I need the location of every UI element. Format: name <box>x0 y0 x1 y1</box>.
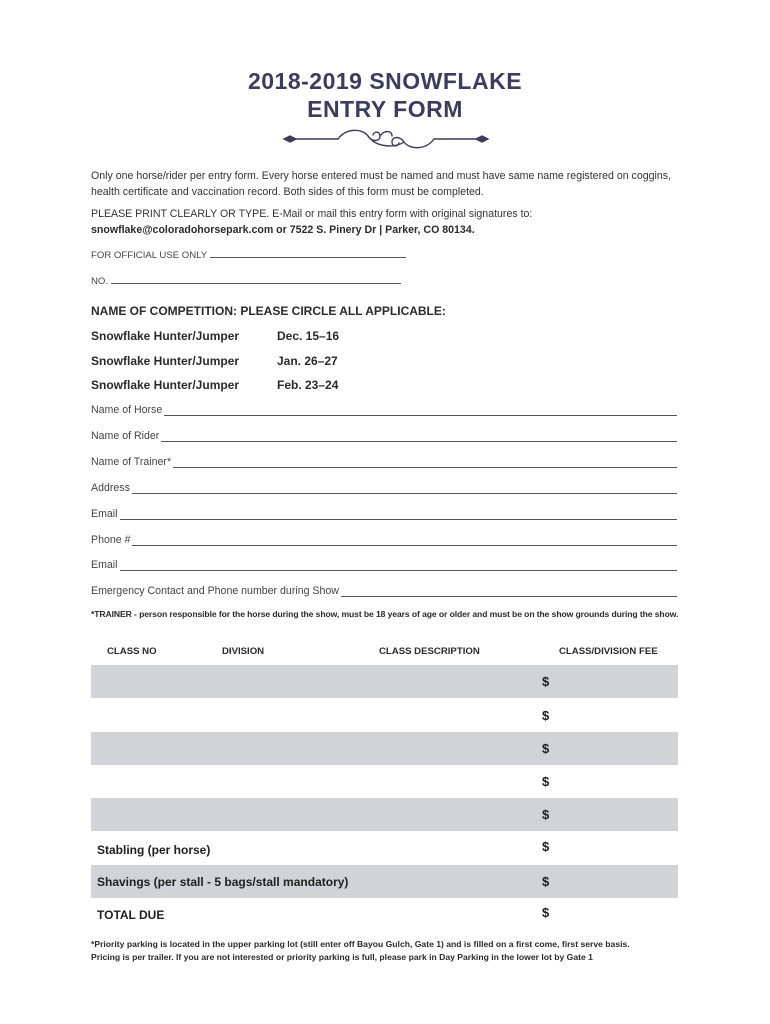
field-line[interactable] <box>341 586 677 597</box>
official-use-label: FOR OFFICIAL USE ONLY <box>91 250 208 261</box>
emergency-contact-field[interactable] <box>91 585 677 597</box>
email-field[interactable] <box>91 508 677 520</box>
row-label: TOTAL DUE <box>97 908 165 922</box>
intro-line-2: health certificate and vaccination record. Both sides of this form must be completed. <box>91 186 484 198</box>
horse-name-field[interactable] <box>91 404 677 416</box>
fee-currency: $ <box>542 807 550 822</box>
competition-date: Dec. 15–16 <box>277 329 340 343</box>
parking-note <box>91 938 630 964</box>
competition-date: Feb. 23–24 <box>277 378 339 392</box>
fee-currency: $ <box>542 708 550 723</box>
competition-date: Jan. 26–27 <box>277 354 338 368</box>
field-label: Emergency Contact and Phone number during Show <box>91 585 339 597</box>
decorative-flourish-icon <box>280 124 492 154</box>
field-line[interactable] <box>120 560 678 571</box>
row-label: Shavings (per stall - 5 bags/stall mandatory) <box>97 875 349 889</box>
print-instructions: PLEASE PRINT CLEARLY OR TYPE. E-Mail or mail this entry form with original signatures to: <box>91 208 533 220</box>
class-entry-row[interactable] <box>91 665 678 698</box>
shavings-row[interactable] <box>91 865 678 898</box>
field-line[interactable] <box>164 405 677 416</box>
official-use-field <box>91 249 406 261</box>
competition-option[interactable] <box>91 378 339 392</box>
competition-option[interactable] <box>91 354 338 368</box>
phone-field[interactable] <box>91 534 677 546</box>
official-no-label: NO. <box>91 276 109 287</box>
competition-heading: NAME OF COMPETITION: PLEASE CIRCLE ALL APPLICABLE: <box>91 304 446 318</box>
parking-note-line-2: Pricing is per trailer. If you are not interested or priority parking is full, please park in Day Parking in the lower lot by Gate 1 <box>91 952 593 962</box>
fee-currency: $ <box>542 774 550 789</box>
field-line[interactable] <box>132 483 677 494</box>
competition-name: Snowflake Hunter/Jumper <box>91 354 240 368</box>
class-entry-row[interactable] <box>91 765 678 798</box>
header-division: DIVISION <box>222 646 265 657</box>
field-label: Name of Trainer* <box>91 456 172 468</box>
competition-option[interactable] <box>91 329 340 343</box>
class-entry-row[interactable] <box>91 798 678 831</box>
total-due-row[interactable] <box>91 898 678 931</box>
form-title-line1: 2018-2019 SNOWFLAKE <box>247 68 523 94</box>
fee-currency: $ <box>542 839 550 854</box>
field-label: Email <box>91 508 118 520</box>
field-line[interactable] <box>132 535 677 546</box>
contact-info: snowflake@coloradohorsepark.com or 7522 S. Pinery Dr | Parker, CO 80134. <box>91 224 475 236</box>
form-title-line2: ENTRY FORM <box>307 96 463 122</box>
row-label: Stabling (per horse) <box>97 843 211 857</box>
field-line[interactable] <box>173 457 677 468</box>
field-label: Name of Rider <box>91 430 160 442</box>
fee-currency: $ <box>542 905 550 920</box>
address-field[interactable] <box>91 482 677 494</box>
official-no-line <box>111 275 401 284</box>
email-field-2[interactable] <box>91 559 677 571</box>
trainer-name-field[interactable] <box>91 456 677 468</box>
header-class-no: CLASS NO <box>107 646 157 657</box>
official-use-line <box>210 249 406 258</box>
field-label: Email <box>91 559 118 571</box>
competition-name: Snowflake Hunter/Jumper <box>91 329 240 343</box>
field-line[interactable] <box>120 509 678 520</box>
fee-currency: $ <box>542 674 550 689</box>
class-entry-row[interactable] <box>91 732 678 765</box>
fee-currency: $ <box>542 874 550 889</box>
intro-line-1: Only one horse/rider per entry form. Every horse entered must be named and must have same name registered on coggins, <box>91 170 672 182</box>
intro-paragraph <box>91 168 691 200</box>
header-fee: CLASS/DIVISION FEE <box>559 646 658 657</box>
field-label: Name of Horse <box>91 404 163 416</box>
trainer-footnote: *TRAINER - person responsible for the horse during the show, must be 18 years of age or older and must be on the show grounds during the show. <box>91 609 679 619</box>
fee-currency: $ <box>542 741 550 756</box>
official-no-field <box>91 275 401 287</box>
field-label: Address <box>91 482 130 494</box>
stabling-row[interactable] <box>91 831 678 864</box>
class-entry-row[interactable] <box>91 699 678 732</box>
competition-name: Snowflake Hunter/Jumper <box>91 378 240 392</box>
header-class-description: CLASS DESCRIPTION <box>379 646 480 657</box>
rider-name-field[interactable] <box>91 430 677 442</box>
field-line[interactable] <box>161 431 677 442</box>
parking-note-line-1: *Priority parking is located in the upper parking lot (still enter off Bayou Gulch, Gate 1) and is filled on a first come, first serve basis. <box>91 939 630 949</box>
field-label: Phone # <box>91 534 131 546</box>
